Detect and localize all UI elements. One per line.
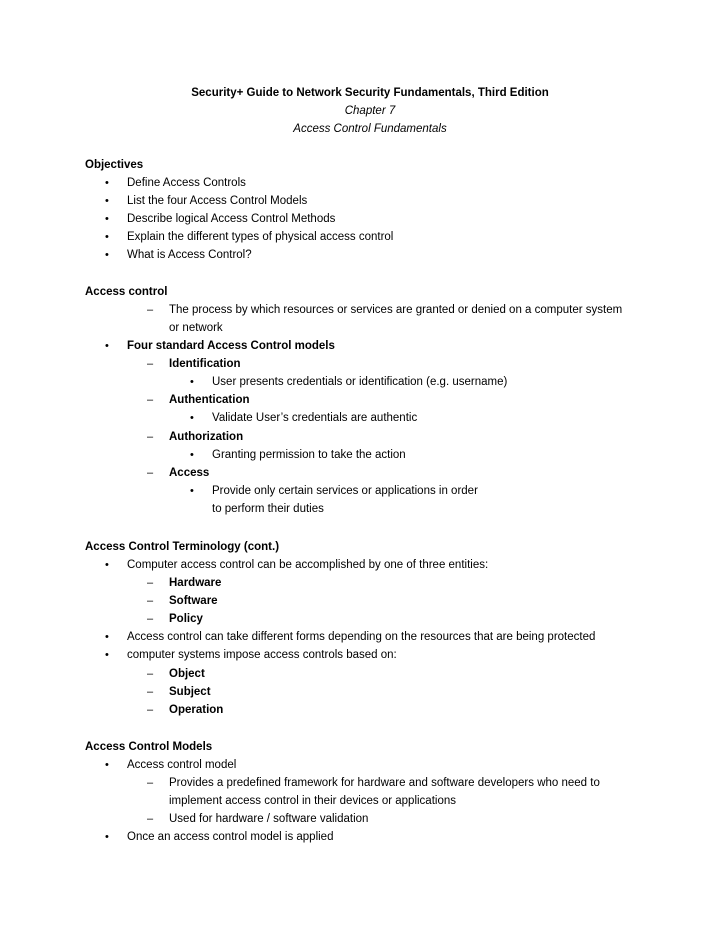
validation-line: Used for hardware / software validation (169, 813, 369, 825)
terminology-item: Computer access control can be accomplished by one of three entities: (127, 559, 489, 571)
terminology-heading: Access Control Terminology (cont.) (85, 541, 280, 553)
dash-marker: – (147, 704, 154, 716)
bullet-marker: • (190, 485, 194, 497)
model-name: Authentication (169, 394, 250, 406)
bullet-marker: • (105, 213, 109, 225)
model-detail: to perform their duties (212, 503, 324, 515)
model-detail: Provide only certain services or applications in order (212, 485, 478, 497)
model-name: Access (169, 467, 210, 479)
definition-line: or network (169, 322, 223, 334)
model-name: Authorization (169, 431, 244, 443)
dash-marker: – (147, 431, 154, 443)
bullet-marker: • (190, 449, 194, 461)
entity-item: Software (169, 595, 218, 607)
bullet-marker: • (105, 759, 109, 771)
dash-marker: – (147, 467, 154, 479)
terminology-item: Access control can take different forms depending on the resources that are being protected (127, 631, 596, 643)
dash-marker: – (147, 777, 154, 789)
bullet-marker: • (105, 559, 109, 571)
model-detail: Validate User’s credentials are authentic (212, 412, 418, 424)
framework-line: implement access control in their devices or applications (169, 795, 456, 807)
objective-item: Describe logical Access Control Methods (127, 213, 336, 225)
bullet-marker: • (190, 412, 194, 424)
bullet-marker: • (105, 249, 109, 261)
dash-marker: – (147, 613, 154, 625)
model-name: Identification (169, 358, 241, 370)
objective-item: What is Access Control? (127, 249, 252, 261)
dash-marker: – (147, 686, 154, 698)
bullet-marker: • (105, 231, 109, 243)
basis-item: Object (169, 668, 205, 680)
model-detail: User presents credentials or identification (e.g. username) (212, 376, 508, 388)
dash-marker: – (147, 304, 154, 316)
dash-marker: – (147, 358, 154, 370)
terminology-item: computer systems impose access controls based on: (127, 649, 397, 661)
bullet-marker: • (105, 195, 109, 207)
bullet-marker: • (190, 376, 194, 388)
bullet-marker: • (105, 340, 109, 352)
bullet-marker: • (105, 831, 109, 843)
models-heading: Access Control Models (85, 741, 213, 753)
models-subheading: Four standard Access Control models (127, 340, 335, 352)
dash-marker: – (147, 668, 154, 680)
document-title: Security+ Guide to Network Security Fundamentals, Third Edition (191, 87, 549, 99)
objective-item: List the four Access Control Models (127, 195, 308, 207)
basis-item: Operation (169, 704, 224, 716)
chapter-label: Chapter 7 (344, 105, 396, 117)
bullet-marker: • (105, 649, 109, 661)
dash-marker: – (147, 394, 154, 406)
access-control-heading: Access control (85, 286, 168, 298)
objective-item: Explain the different types of physical access control (127, 231, 394, 243)
framework-line: Provides a predefined framework for hardware and software developers who need to (169, 777, 600, 789)
bullet-marker: • (105, 177, 109, 189)
objective-item: Define Access Controls (127, 177, 246, 189)
dash-marker: – (147, 595, 154, 607)
definition-line: The process by which resources or services are granted or denied on a computer system (169, 304, 623, 316)
bullet-marker: • (105, 631, 109, 643)
dash-marker: – (147, 813, 154, 825)
dash-marker: – (147, 577, 154, 589)
objectives-heading: Objectives (85, 159, 144, 171)
entity-item: Policy (169, 613, 203, 625)
models-item: Once an access control model is applied (127, 831, 334, 843)
basis-item: Subject (169, 686, 211, 698)
models-item: Access control model (127, 759, 237, 771)
entity-item: Hardware (169, 577, 222, 589)
chapter-subtitle: Access Control Fundamentals (293, 123, 447, 135)
model-detail: Granting permission to take the action (212, 449, 406, 461)
